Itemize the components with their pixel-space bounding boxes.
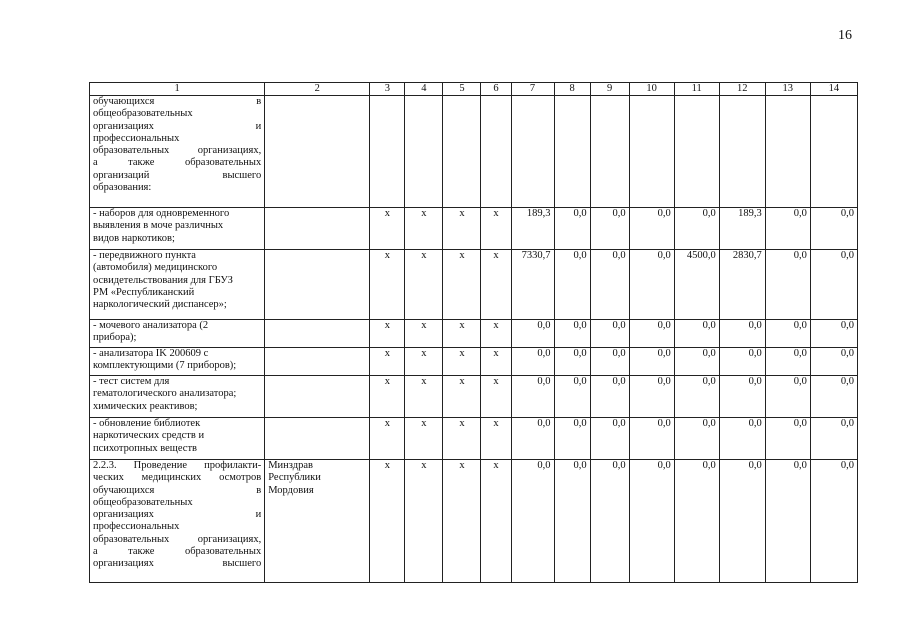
- value-cell: 0,0: [674, 208, 719, 250]
- description-line: а также образовательных: [93, 546, 262, 558]
- description-line: (автомобиля) медицинского: [93, 262, 218, 274]
- description-line: выявления в моче различных: [93, 220, 224, 232]
- row-responsible: [265, 418, 370, 460]
- column-header-8: 8: [554, 83, 590, 96]
- value-cell: [629, 96, 674, 208]
- mark-cell: х: [405, 208, 443, 250]
- mark-cell: х: [481, 460, 511, 583]
- row-description: [90, 376, 265, 418]
- responsible-line: Республики: [268, 472, 321, 484]
- value-cell: 0,0: [590, 348, 629, 376]
- table-body: [90, 96, 858, 583]
- value-cell: 0,0: [511, 418, 554, 460]
- mark-cell: х: [405, 418, 443, 460]
- table-row: [90, 250, 858, 320]
- mark-cell: х: [370, 208, 405, 250]
- description-line: профессиональных: [93, 521, 180, 533]
- mark-cell: х: [370, 320, 405, 348]
- value-cell: 2830,7: [719, 250, 765, 320]
- column-header-4: 4: [405, 83, 443, 96]
- value-cell: 0,0: [590, 208, 629, 250]
- value-cell: 0,0: [674, 348, 719, 376]
- mark-cell: х: [443, 348, 481, 376]
- value-cell: 0,0: [554, 250, 590, 320]
- value-cell: 189,3: [511, 208, 554, 250]
- value-cell: 0,0: [554, 320, 590, 348]
- column-header-2: 2: [265, 83, 370, 96]
- value-cell: [590, 96, 629, 208]
- column-header-12: 12: [719, 83, 765, 96]
- value-cell: 0,0: [590, 250, 629, 320]
- value-cell: 0,0: [719, 418, 765, 460]
- row-description: [90, 418, 265, 460]
- value-cell: 0,0: [629, 418, 674, 460]
- value-cell: 0,0: [511, 376, 554, 418]
- mark-cell: х: [405, 376, 443, 418]
- value-cell: 0,0: [765, 460, 810, 583]
- value-cell: 0,0: [765, 320, 810, 348]
- row-responsible: [265, 320, 370, 348]
- table-row: [90, 418, 858, 460]
- value-cell: 0,0: [554, 348, 590, 376]
- row-responsible: [265, 376, 370, 418]
- mark-cell: х: [370, 348, 405, 376]
- description-line: - передвижного пункта: [93, 250, 196, 261]
- value-cell: 0,0: [629, 376, 674, 418]
- value-cell: 0,0: [554, 208, 590, 250]
- description-line: прибора);: [93, 332, 137, 344]
- table-row: [90, 348, 858, 376]
- value-cell: 0,0: [765, 418, 810, 460]
- mark-cell: х: [405, 320, 443, 348]
- description-line: - анализатора IK 200609 с: [93, 348, 209, 359]
- mark-cell: х: [405, 460, 443, 583]
- description-line: ческих медицинских осмотров: [93, 472, 262, 484]
- value-cell: 0,0: [810, 418, 857, 460]
- row-description: [90, 348, 265, 376]
- value-cell: 0,0: [765, 208, 810, 250]
- value-cell: 0,0: [511, 320, 554, 348]
- value-cell: 0,0: [554, 376, 590, 418]
- row-description: [90, 460, 265, 583]
- table-row: [90, 96, 858, 208]
- description-line: а также образовательных: [93, 157, 262, 169]
- mark-cell: х: [481, 250, 511, 320]
- description-line: гематологического анализатора;: [93, 388, 237, 400]
- table-row: [90, 376, 858, 418]
- mark-cell: х: [405, 250, 443, 320]
- mark-cell: х: [370, 250, 405, 320]
- description-line: - тест систем для: [93, 376, 170, 387]
- responsible-line: Минздрав: [268, 460, 313, 471]
- description-line: организациях и: [93, 120, 262, 132]
- mark-cell: х: [443, 320, 481, 348]
- budget-table: [89, 82, 858, 583]
- mark-cell: [405, 96, 443, 208]
- column-header-3: 3: [370, 83, 405, 96]
- value-cell: 0,0: [674, 376, 719, 418]
- value-cell: 0,0: [810, 250, 857, 320]
- value-cell: 0,0: [719, 320, 765, 348]
- row-description: [90, 320, 265, 348]
- mark-cell: х: [405, 348, 443, 376]
- description-line: общеобразовательных: [93, 108, 193, 120]
- mark-cell: х: [443, 250, 481, 320]
- value-cell: 0,0: [629, 348, 674, 376]
- description-line: образовательных организациях,: [93, 145, 262, 157]
- value-cell: 0,0: [590, 418, 629, 460]
- mark-cell: х: [443, 376, 481, 418]
- mark-cell: [443, 96, 481, 208]
- row-description: [90, 250, 265, 320]
- value-cell: 0,0: [810, 460, 857, 583]
- column-header-13: 13: [765, 83, 810, 96]
- description-line: профессиональных: [93, 132, 180, 144]
- row-responsible: [265, 96, 370, 208]
- value-cell: 0,0: [765, 376, 810, 418]
- description-line: 2.2.3. Проведение профилакти-: [93, 460, 262, 471]
- column-header-14: 14: [810, 83, 857, 96]
- description-line: образовательных организациях,: [93, 533, 262, 545]
- value-cell: [810, 96, 857, 208]
- description-line: РМ «Республиканский: [93, 286, 195, 298]
- description-line: - наборов для одновременного: [93, 208, 230, 219]
- value-cell: 0,0: [810, 320, 857, 348]
- value-cell: 0,0: [629, 460, 674, 583]
- value-cell: 0,0: [590, 460, 629, 583]
- row-responsible: [265, 460, 370, 583]
- value-cell: [719, 96, 765, 208]
- description-line: обучающихся в: [93, 96, 262, 107]
- column-header-5: 5: [443, 83, 481, 96]
- row-responsible: [265, 250, 370, 320]
- mark-cell: х: [370, 376, 405, 418]
- page-number: 16: [838, 28, 852, 43]
- description-line: общеобразовательных: [93, 496, 193, 508]
- value-cell: [674, 96, 719, 208]
- description-line: организациях и: [93, 509, 262, 521]
- description-line: освидетельствования для ГБУЗ: [93, 274, 233, 286]
- value-cell: 0,0: [810, 376, 857, 418]
- value-cell: [511, 96, 554, 208]
- value-cell: 0,0: [554, 418, 590, 460]
- row-responsible: [265, 208, 370, 250]
- description-line: наркологический диспансер»;: [93, 299, 227, 311]
- mark-cell: х: [370, 418, 405, 460]
- row-responsible: [265, 348, 370, 376]
- value-cell: 0,0: [590, 376, 629, 418]
- description-line: организациях высшего: [93, 558, 262, 570]
- mark-cell: х: [443, 418, 481, 460]
- value-cell: 0,0: [590, 320, 629, 348]
- value-cell: [554, 96, 590, 208]
- row-description: [90, 208, 265, 250]
- value-cell: 0,0: [810, 208, 857, 250]
- mark-cell: х: [481, 376, 511, 418]
- column-header-6: 6: [481, 83, 511, 96]
- value-cell: 0,0: [674, 460, 719, 583]
- description-line: наркотических средств и: [93, 430, 205, 442]
- value-cell: 0,0: [719, 460, 765, 583]
- value-cell: 0,0: [629, 320, 674, 348]
- description-line: психотропных веществ: [93, 442, 198, 454]
- column-header-11: 11: [674, 83, 719, 96]
- value-cell: 0,0: [719, 348, 765, 376]
- value-cell: 0,0: [719, 376, 765, 418]
- mark-cell: х: [481, 418, 511, 460]
- description-line: комплектующими (7 приборов);: [93, 360, 237, 372]
- value-cell: 0,0: [629, 250, 674, 320]
- mark-cell: х: [443, 460, 481, 583]
- value-cell: 0,0: [674, 418, 719, 460]
- mark-cell: [370, 96, 405, 208]
- value-cell: 0,0: [554, 460, 590, 583]
- table-row: [90, 208, 858, 250]
- mark-cell: х: [370, 460, 405, 583]
- value-cell: 0,0: [511, 348, 554, 376]
- description-line: - обновление библиотек: [93, 418, 201, 429]
- responsible-line: Мордовия: [268, 484, 314, 496]
- description-line: химических реактивов;: [93, 400, 198, 412]
- value-cell: 0,0: [674, 320, 719, 348]
- description-line: - мочевого анализатора (2: [93, 320, 209, 331]
- table-row: [90, 320, 858, 348]
- table-header-row: [90, 83, 858, 96]
- description-line: обучающихся в: [93, 484, 262, 496]
- value-cell: 0,0: [511, 460, 554, 583]
- column-header-10: 10: [629, 83, 674, 96]
- value-cell: 0,0: [629, 208, 674, 250]
- description-line: организаций высшего: [93, 169, 262, 181]
- column-header-9: 9: [590, 83, 629, 96]
- value-cell: 189,3: [719, 208, 765, 250]
- value-cell: [765, 96, 810, 208]
- mark-cell: х: [481, 320, 511, 348]
- column-header-7: 7: [511, 83, 554, 96]
- value-cell: 0,0: [765, 250, 810, 320]
- mark-cell: х: [481, 208, 511, 250]
- table-row: [90, 460, 858, 583]
- column-header-1: 1: [90, 83, 265, 96]
- value-cell: 7330,7: [511, 250, 554, 320]
- row-description: [90, 96, 265, 208]
- mark-cell: х: [443, 208, 481, 250]
- value-cell: 0,0: [810, 348, 857, 376]
- mark-cell: х: [481, 348, 511, 376]
- value-cell: 4500,0: [674, 250, 719, 320]
- value-cell: 0,0: [765, 348, 810, 376]
- description-line: образования:: [93, 182, 152, 194]
- description-line: видов наркотиков;: [93, 232, 175, 244]
- mark-cell: [481, 96, 511, 208]
